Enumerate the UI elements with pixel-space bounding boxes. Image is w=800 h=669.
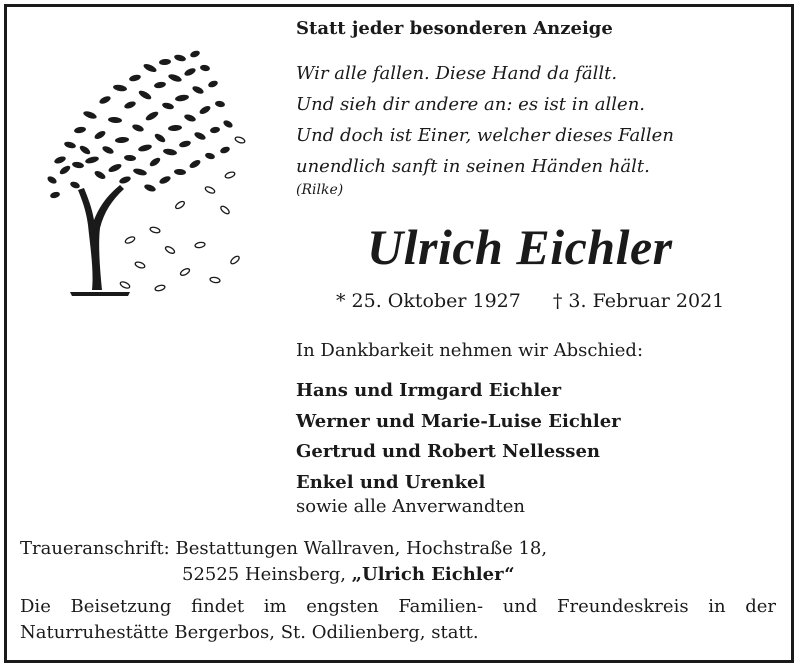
mourners-list: [296, 376, 621, 498]
address-reference: „Ulrich Eichler“: [351, 564, 515, 585]
mourning-address: [20, 536, 547, 588]
deceased-name: Ulrich Eichler: [367, 219, 673, 275]
mourner-entry: Enkel und Urenkel: [296, 471, 486, 493]
address-line-1: Traueranschrift: Bestattungen Wallraven, Hochstraße 18,: [20, 538, 548, 559]
mourner-entry: Hans und Irmgard Eichler: [296, 380, 562, 401]
funeral-notice: Die Beisetzung findet im engsten Familien- und Freundeskreis in der Naturruhestätte Bergerbos, St. Odilienberg, statt.: [20, 596, 776, 643]
birth-date: * 25. Oktober 1927: [336, 290, 521, 312]
mourner-entry: Gertrud und Robert Nellessen: [296, 441, 600, 462]
poem-line: Wir alle fallen. Diese Hand da fällt.: [296, 63, 618, 84]
address-city: 52525 Heinsberg,: [182, 564, 352, 585]
windblown-tree-icon: [30, 40, 250, 300]
notice-header: Statt jeder besonderen Anzeige: [296, 18, 613, 39]
poem: [296, 58, 674, 182]
farewell-intro: In Dankbarkeit nehmen wir Abschied:: [296, 340, 644, 361]
address-line-2: [20, 562, 547, 588]
poem-line: Und doch ist Einer, welcher dieses Fallen: [296, 125, 674, 146]
poem-attribution: (Rilke): [296, 182, 344, 198]
mourner-entry: Werner und Marie-Luise Eichler: [296, 410, 621, 432]
life-dates: [336, 290, 724, 312]
relatives-line: sowie alle Anverwandten: [296, 496, 525, 517]
death-date: † 3. Februar 2021: [552, 290, 725, 312]
poem-line: unendlich sanft in seinen Händen hält.: [296, 156, 650, 177]
poem-line: Und sieh dir andere an: es ist in allen.: [296, 94, 646, 115]
